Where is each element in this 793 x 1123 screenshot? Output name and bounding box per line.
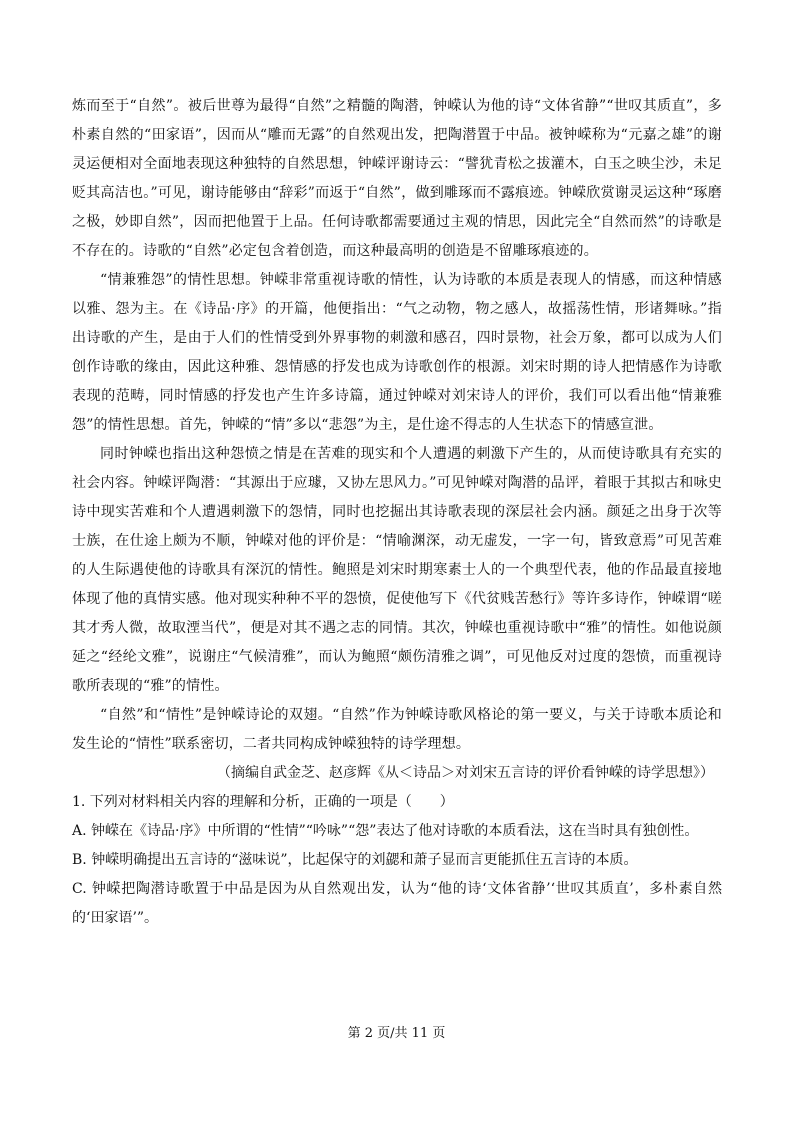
- document-body: [72, 92, 722, 933]
- question-stem: 1. 下列对材料相关内容的理解和分析，正确的一项是（ ）: [72, 794, 454, 810]
- option-c: C. 钟嵘把陶潜诗歌置于中品是因为从自然观出发，认为“他的诗‘文体省静’‘世叹其质直’，多朴素自然的‘田家语’”。: [72, 881, 722, 926]
- paragraph-conclusion: “自然”和“情性”是钟嵘诗论的双翅。“自然”作为钟嵘诗歌风格论的第一要义，与关于诗歌本质论和发生论的“情性”联系密切，二者共同构成钟嵘独特的诗学理想。: [72, 707, 722, 752]
- paragraph-qingxing: “情兼雅怨”的情性思想。钟嵘非常重视诗歌的情性，认为诗歌的本质是表现人的情感，而这种情感以雅、怨为主。在《诗品·序》的开篇，他便指出：“气之动物，物之感人，故摇荡性情，形诸舞咏。”指出诗歌的产生，是由于人们的性情受到外界事物的刺激和感召，四时景物，社会万象，都可以成为人们创作诗歌的缘由，因此这种雅、怨情感的抒发也成为诗歌创作的根源。刘宋时期的诗人把情感作为诗歌表现的范畴，同时情感的抒发也产生许多诗篇，通过钟嵘对刘宋诗人的评价，我们可以看出他“情兼雅怨”的情性思想。首先，钟嵘的“情”多以“悲怨”为主，是仕途不得志的人生状态下的情感宣泄。: [72, 272, 722, 433]
- option-b: B. 钟嵘明确提出五言诗的“滋味说”，比起保守的刘勰和萧子显而言更能抓住五言诗的本质。: [72, 852, 638, 868]
- paragraph-yuanfen: 同时钟嵘也指出这种怨愤之情是在苦难的现实和个人遭遇的刺激下产生的，从而使诗歌具有充实的社会内容。钟嵘评陶潜：“其源出于应璩，又协左思风力。”可见钟嵘对陶潜的品评，着眼于其拟古和咏史诗中现实苦难和个人遭遇刺激下的怨情，同时也挖掘出其诗歌表现的深层社会内涵。颜延之出身于次等士族，在仕途上颇为不顺，钟嵘对他的评价是：“情喻渊深，动无虚发，一字一句，皆致意焉”可见苦难的人生际遇使他的诗歌具有深沉的情性。鲍照是刘宋时期寒素士人的一个典型代表，他的作品最直接地体现了他的真情实感。他对现实种种不平的怨愤，促使他写下《代贫贱苦愁行》等许多诗作，钟嵘谓“嗟其才秀人微，故取湮当代”，便是对其不遇之志的同情。其次，钟嵘也重视诗歌中“雅”的情性。如他说颜延之“经纶文雅”，说谢庄“气候清雅”，而认为鲍照“颇伤清雅之调”，可见他反对过度的怨愤，而重视诗歌所表现的“雅”的情性。: [72, 446, 722, 694]
- paragraph-ziran-continued: 炼而至于“自然”。被后世尊为最得“自然”之精髓的陶潜，钟嵘认为他的诗“文体省静”“世叹其质直”，多朴素自然的“田家语”，因而从“雕而无露”的自然观出发，把陶潜置于中品。被钟嵘称为“元嘉之雄”的谢灵运便相对全面地表现这种独特的自然思想，钟嵘评谢诗云：“譬犹青松之拔灌木，白玉之映尘沙，未足贬其高洁也。”可见，谢诗能够由“辞彩”而返于“自然”，做到雕琢而不露痕迹。钟嵘欣赏谢灵运这种“琢磨之极，妙即自然”，因而把他置于上品。任何诗歌都需要通过主观的情思，因此完全“自然而然”的诗歌是不存在的。诗歌的“自然”必定包含着创造，而这种最高明的创造是不留雕琢痕迹的。: [72, 98, 722, 259]
- option-a: A. 钟嵘在《诗品·序》中所谓的“性情”“吟咏”“怨”表达了他对诗歌的本质看法，这在当时具有独创性。: [72, 823, 699, 839]
- source-citation: （摘编自武金芝、赵彦辉《从＜诗品＞对刘宋五言诗的评价看钟嵘的诗学思想》）: [217, 765, 714, 781]
- page-number-footer: 第 2 页/共 11 页: [347, 1026, 446, 1041]
